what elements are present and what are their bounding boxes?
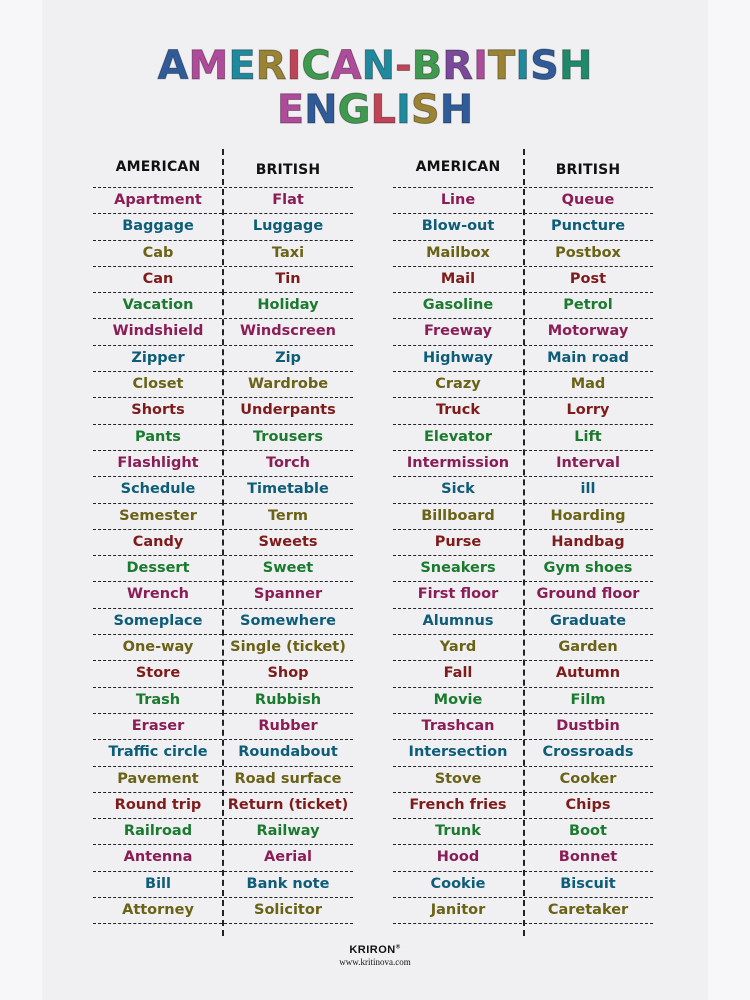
- american-term: Intersection: [408, 744, 508, 761]
- british-term: Queue: [561, 192, 615, 208]
- british-term: Holiday: [257, 297, 319, 314]
- american-term: Pants: [135, 428, 181, 445]
- british-term: Spanner: [253, 586, 323, 603]
- british-term: Crossroads: [542, 744, 634, 761]
- title-letter: I: [395, 87, 411, 133]
- header-american: AMERICAN: [115, 159, 201, 175]
- american-term: Baggage: [122, 218, 194, 235]
- american-term: Cookie: [430, 875, 486, 892]
- title-line-2: [0, 86, 750, 134]
- british-term: Autumn: [555, 665, 621, 682]
- american-term: Pavement: [117, 770, 199, 787]
- american-term: Attorney: [122, 902, 194, 919]
- british-term: Dustbin: [556, 717, 620, 734]
- american-term: Alumnus: [422, 612, 494, 629]
- british-term: Wardrobe: [247, 376, 329, 393]
- title-letter: C: [301, 43, 331, 89]
- british-term: ill: [580, 481, 596, 498]
- column-divider: [222, 149, 224, 936]
- title-letter: G: [337, 87, 371, 133]
- british-term: Motorway: [547, 323, 629, 340]
- title-line-1: [0, 42, 750, 90]
- american-term: Apartment: [114, 192, 202, 208]
- table-header: [393, 149, 653, 188]
- british-term: Rubbish: [254, 691, 322, 708]
- american-term: Trashcan: [421, 717, 495, 734]
- american-term: Gasoline: [422, 297, 494, 314]
- british-term: Hoarding: [550, 507, 626, 524]
- title-letter: S: [530, 43, 559, 89]
- title-letter: N: [361, 43, 396, 89]
- vocab-table-left: [93, 149, 353, 924]
- website-link[interactable]: www.kritinova.com: [339, 957, 411, 967]
- american-term: Antenna: [123, 849, 193, 866]
- british-term: Shop: [267, 665, 309, 682]
- american-term: One-way: [122, 639, 194, 656]
- american-term: Trunk: [435, 823, 481, 840]
- american-term: Shorts: [131, 402, 185, 419]
- header-british: BRITISH: [555, 162, 621, 178]
- british-term: Luggage: [252, 218, 324, 235]
- american-term: Hood: [436, 849, 480, 866]
- american-term: Schedule: [120, 481, 196, 498]
- title-letter: I: [473, 43, 488, 89]
- british-term: Cooker: [559, 770, 617, 787]
- american-term: Fall: [443, 665, 473, 682]
- british-term: Garden: [558, 639, 618, 656]
- american-term: Railroad: [123, 823, 193, 840]
- american-term: Sneakers: [420, 560, 496, 577]
- british-term: Windscreen: [239, 323, 337, 340]
- header-british: BRITISH: [255, 162, 321, 178]
- british-term: Gym shoes: [543, 560, 633, 577]
- american-term: Freeway: [424, 323, 492, 340]
- british-term: Solicitor: [254, 902, 322, 919]
- british-term: Puncture: [550, 218, 626, 235]
- american-term: Can: [142, 270, 174, 287]
- british-term: Rubber: [258, 717, 318, 734]
- american-term: Eraser: [131, 717, 185, 734]
- title-letter: R: [442, 43, 474, 89]
- british-term: Ground floor: [536, 586, 640, 603]
- british-term: Flat: [272, 192, 304, 208]
- british-term: Film: [570, 691, 606, 708]
- american-term: Mail: [440, 270, 476, 287]
- british-term: Underpants: [240, 402, 336, 419]
- american-term: Semester: [119, 507, 197, 524]
- american-term: Movie: [433, 691, 483, 708]
- british-term: Aerial: [264, 849, 312, 866]
- title-letter: A: [330, 43, 362, 89]
- american-term: Truck: [435, 402, 480, 419]
- american-term: Closet: [132, 376, 184, 393]
- american-term: Elevator: [424, 428, 492, 445]
- british-term: Term: [267, 507, 309, 524]
- title-letter: I: [515, 43, 531, 89]
- title-letter: -: [395, 43, 412, 89]
- title-letter: N: [304, 87, 338, 133]
- british-term: Somewhere: [240, 612, 336, 629]
- title-letter: R: [255, 43, 287, 89]
- british-term: Caretaker: [547, 902, 629, 919]
- title-letter: B: [411, 43, 443, 89]
- american-term: Yard: [439, 639, 477, 656]
- british-term: Bonnet: [558, 849, 618, 866]
- american-term: Zipper: [131, 349, 185, 366]
- american-term: Highway: [423, 349, 493, 366]
- american-term: Trash: [135, 691, 181, 708]
- american-term: Billboard: [421, 507, 495, 524]
- american-term: Line: [440, 192, 476, 208]
- british-term: Chips: [565, 796, 611, 813]
- title-letter: M: [188, 43, 229, 89]
- brand-logo: [0, 944, 750, 956]
- american-term: Store: [135, 665, 181, 682]
- american-term: Flashlight: [117, 454, 199, 471]
- title-letter: T: [487, 43, 516, 89]
- british-term: Boot: [569, 823, 607, 840]
- american-term: Traffic circle: [108, 744, 208, 761]
- american-term: Blow-out: [421, 218, 495, 235]
- british-term: Taxi: [271, 244, 305, 261]
- american-term: Windshield: [112, 323, 204, 340]
- british-term: Road surface: [234, 770, 342, 787]
- american-term: Vacation: [122, 297, 194, 314]
- british-term: Lorry: [566, 402, 610, 419]
- british-term: Sweets: [258, 533, 318, 550]
- american-term: Someplace: [113, 612, 203, 629]
- american-term: Crazy: [435, 376, 481, 393]
- british-term: Trousers: [253, 428, 323, 445]
- title-letter: H: [439, 87, 474, 133]
- title-letter: H: [558, 43, 593, 89]
- british-term: Torch: [266, 454, 310, 471]
- title-letter: A: [157, 43, 189, 89]
- american-term: Mailbox: [426, 244, 490, 261]
- brand-name: KRIRON: [349, 944, 396, 956]
- american-term: Cab: [142, 244, 174, 261]
- british-term: Railway: [256, 823, 320, 840]
- american-term: French fries: [409, 796, 507, 813]
- british-term: Handbag: [551, 533, 625, 550]
- british-term: Postbox: [555, 244, 621, 261]
- british-term: Lift: [574, 428, 602, 445]
- title-letter: E: [276, 87, 305, 133]
- american-term: Intermission: [406, 454, 510, 471]
- american-term: Wrench: [127, 586, 189, 603]
- header-american: AMERICAN: [415, 159, 501, 175]
- american-term: Candy: [132, 533, 184, 550]
- british-term: Single (ticket): [230, 639, 346, 656]
- british-term: Return (ticket): [227, 796, 349, 813]
- british-term: Roundabout: [238, 744, 338, 761]
- british-term: Zip: [275, 349, 301, 366]
- american-term: First floor: [417, 586, 499, 603]
- american-term: Janitor: [430, 902, 486, 919]
- american-term: Purse: [434, 533, 482, 550]
- british-term: Sweet: [262, 560, 314, 577]
- registered-mark: ®: [395, 944, 401, 951]
- vocab-table-right: [393, 149, 653, 924]
- american-term: Dessert: [126, 560, 190, 577]
- british-term: Post: [569, 270, 607, 287]
- british-term: Biscuit: [560, 875, 616, 892]
- british-term: Mad: [570, 376, 606, 393]
- british-term: Interval: [556, 454, 620, 471]
- title-letter: L: [370, 87, 396, 133]
- title-letter: E: [228, 43, 256, 89]
- title-letter: I: [286, 43, 302, 89]
- american-term: Bill: [145, 875, 171, 892]
- american-term: Stove: [434, 770, 482, 787]
- british-term: Tin: [275, 270, 301, 287]
- british-term: Main road: [547, 349, 629, 366]
- table-header: [93, 149, 353, 188]
- american-term: Round trip: [114, 796, 202, 813]
- british-term: Timetable: [247, 481, 329, 498]
- column-divider: [523, 149, 525, 936]
- title-letter: S: [410, 87, 440, 133]
- british-term: Petrol: [563, 297, 613, 314]
- american-term: Sick: [441, 481, 475, 498]
- british-term: Graduate: [549, 612, 627, 629]
- british-term: Bank note: [246, 875, 330, 892]
